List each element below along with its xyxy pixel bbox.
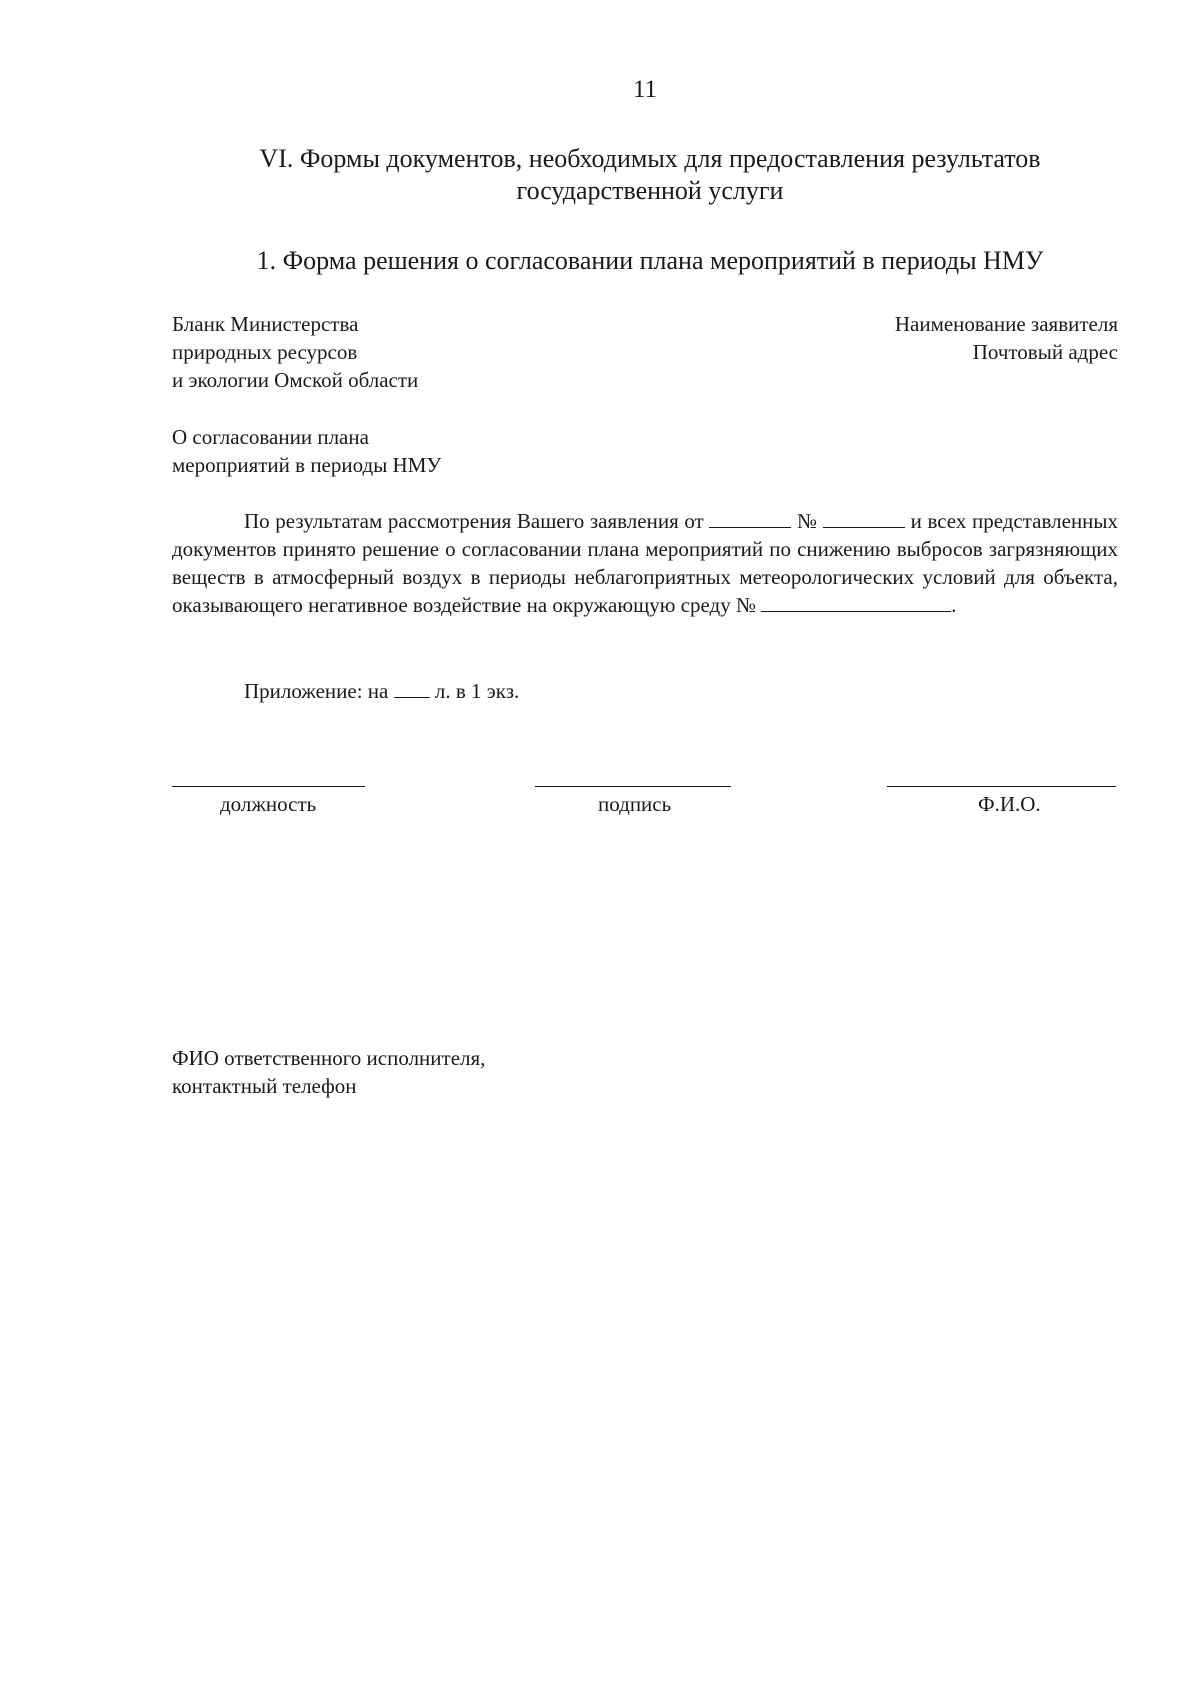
recipient-block <box>895 310 1118 366</box>
body-number-sign: № <box>796 509 818 533</box>
sender-line-2: природных ресурсов <box>172 340 358 364</box>
signature-label: подпись <box>598 792 672 816</box>
position-label: должность <box>220 792 317 816</box>
section-title-line-1: VI. Формы документов, необходимых для предоставления результатов <box>259 144 1041 173</box>
attachment-suffix: л. в 1 экз. <box>434 679 520 703</box>
executor-line-2: контактный телефон <box>172 1074 357 1098</box>
subject-line-1: О согласовании плана <box>172 425 369 449</box>
name-signature-line <box>887 786 1116 787</box>
subject-line-2: мероприятий в периоды НМУ <box>172 453 442 477</box>
body-paragraph <box>172 507 1118 619</box>
letter-subject <box>172 423 441 479</box>
body-part-2: и всех представленных документов принято решение о согласовании плана мероприятий по снижению выбросов загрязняющих веществ в атмосферный воздух в периоды неблагоприятных метеорологических условий для объекта, оказывающего негативное воздействие на окружающую среду № <box>172 509 1119 617</box>
signature-line <box>535 786 731 787</box>
page-number: 11 <box>632 76 658 103</box>
subsection-title: 1. Форма решения о согласовании плана мероприятий в периоды НМУ <box>256 246 1044 275</box>
attachment-line <box>244 677 519 705</box>
attachment-pages-blank <box>394 679 430 698</box>
body-end: . <box>951 593 957 617</box>
attachment-prefix: Приложение: на <box>244 679 389 703</box>
application-number-blank <box>823 509 905 528</box>
body-part-1: По результатам рассмотрения Вашего заявления от <box>244 509 704 533</box>
sender-line-3: и экологии Омской области <box>172 368 419 392</box>
name-label: Ф.И.О. <box>978 792 1041 816</box>
sender-line-1: Бланк Министерства <box>172 312 359 336</box>
object-number-blank <box>761 593 951 612</box>
recipient-name: Наименование заявителя <box>894 312 1118 336</box>
executor-block <box>172 1044 485 1100</box>
sender-block <box>172 310 418 394</box>
recipient-address: Почтовый адрес <box>972 340 1118 364</box>
section-title <box>150 143 1150 207</box>
application-date-blank <box>709 509 791 528</box>
position-signature-line <box>172 786 365 787</box>
executor-line-1: ФИО ответственного исполнителя, <box>172 1046 486 1070</box>
section-title-line-2: государственной услуги <box>516 176 784 205</box>
